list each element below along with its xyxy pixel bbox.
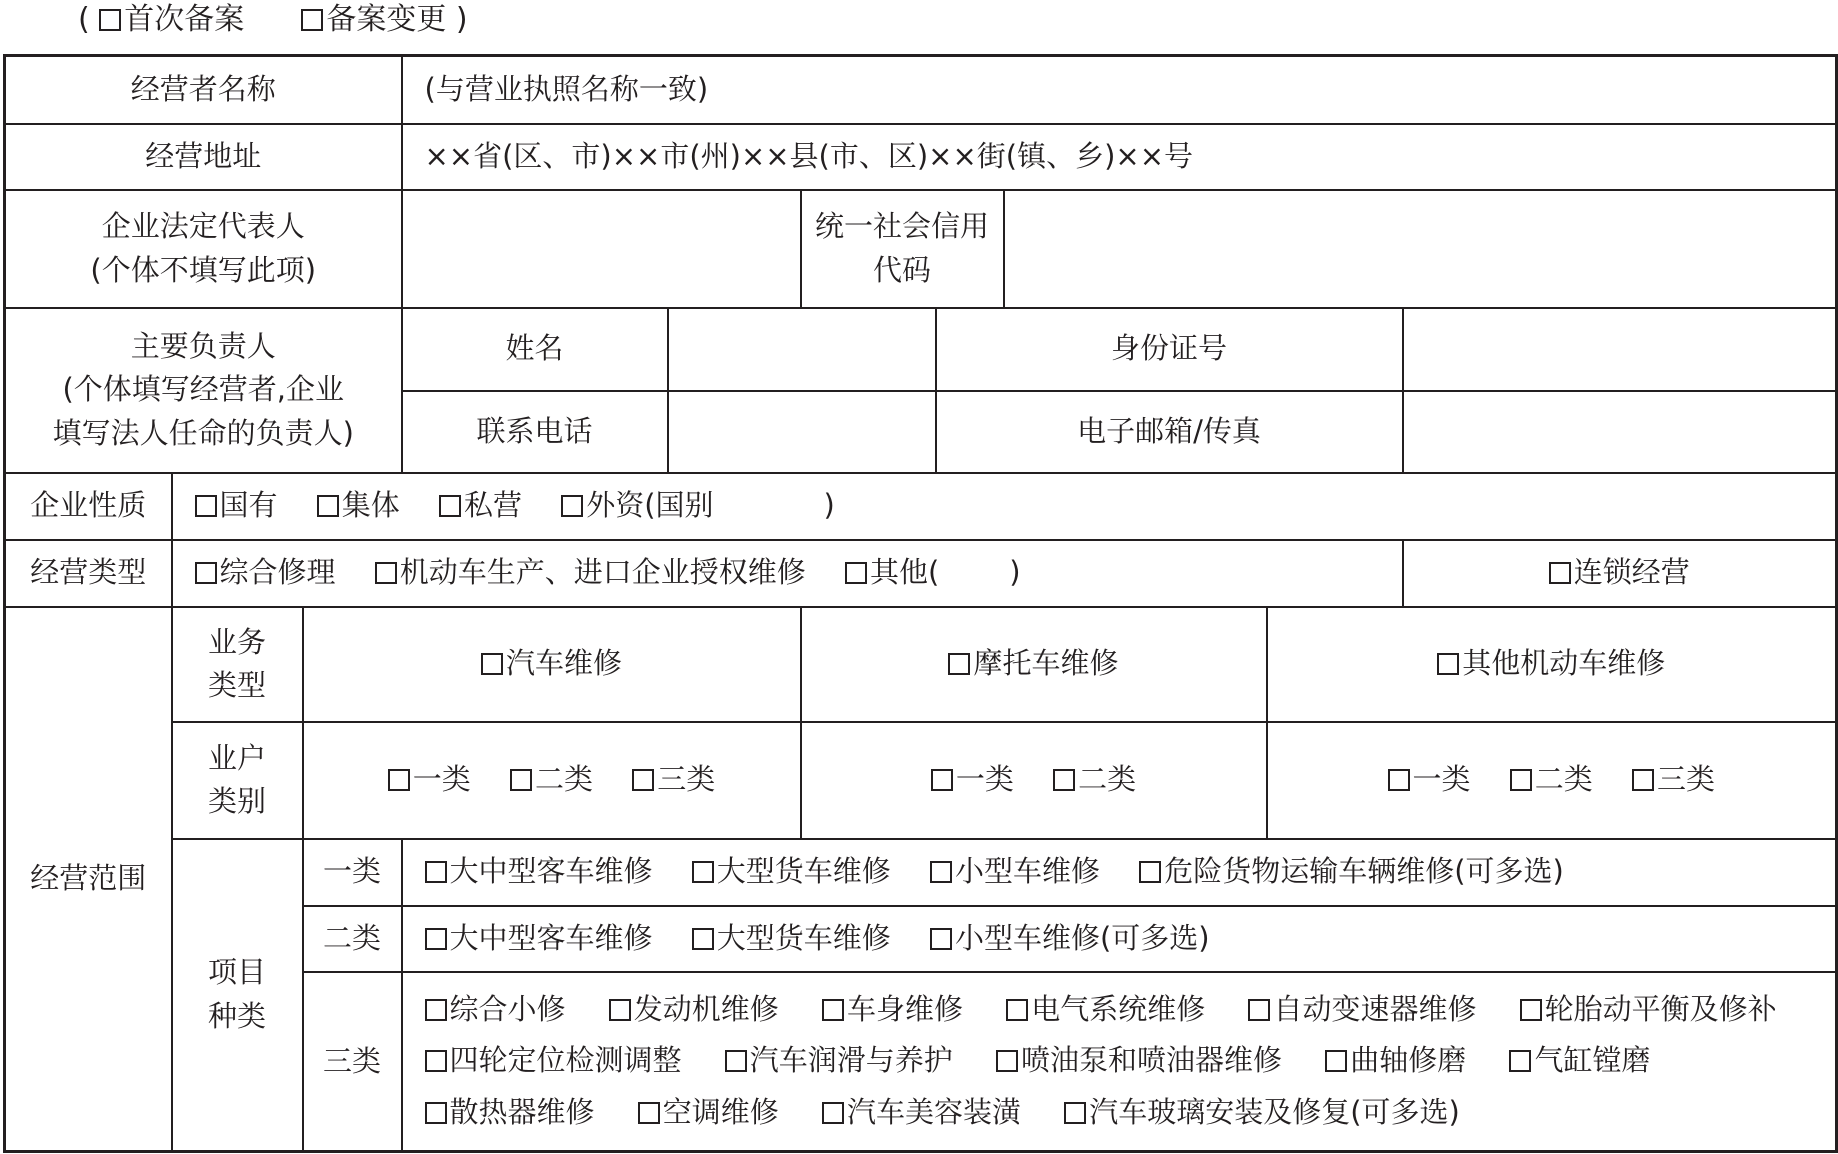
business-type-label: 经营类型 xyxy=(5,540,172,607)
p3-option-9[interactable]: 曲轴修磨 xyxy=(1325,1035,1466,1087)
type-option-comprehensive[interactable]: 综合修理 xyxy=(195,551,336,595)
category-other-options xyxy=(1267,722,1837,839)
car-class3-option[interactable]: 三类 xyxy=(632,758,715,802)
principal-email-label: 电子邮箱/传真 xyxy=(936,391,1403,473)
p3-checkbox-7[interactable] xyxy=(725,1050,747,1072)
nature-collective-checkbox[interactable] xyxy=(317,495,339,517)
operator-name-field[interactable] xyxy=(402,56,1837,124)
enterprise-nature-options xyxy=(172,473,1837,540)
project-class1-label: 一类 xyxy=(303,839,402,906)
principal-label-line1: 主要负责人 xyxy=(130,328,276,363)
legal-rep-label xyxy=(5,190,402,308)
p3-option-5[interactable]: 轮胎动平衡及修补 xyxy=(1520,984,1777,1036)
paren-open: ( xyxy=(78,2,90,37)
nature-option-collective[interactable]: 集体 xyxy=(317,484,400,528)
row-legal-rep xyxy=(5,190,1837,308)
project-class3-options xyxy=(402,972,1837,1152)
service-car-checkbox[interactable] xyxy=(481,653,503,675)
row-project-class1 xyxy=(5,839,1837,906)
p3-checkbox-11[interactable] xyxy=(425,1102,447,1124)
operator-address-label: 经营地址 xyxy=(5,124,402,190)
type-option-authorized[interactable]: 机动车生产、进口企业授权维修 xyxy=(375,551,806,595)
p3-option-11[interactable]: 散热器维修 xyxy=(425,1087,595,1139)
p3-option-0[interactable]: 综合小修 xyxy=(425,984,566,1036)
enterprise-nature-label: 企业性质 xyxy=(5,473,172,540)
operator-address-field[interactable] xyxy=(402,124,1837,190)
principal-name-field[interactable] xyxy=(668,308,936,391)
filing-type-header xyxy=(78,0,468,40)
p1-option-2[interactable]: 小型车维修 xyxy=(930,850,1100,894)
other-class2-option[interactable]: 二类 xyxy=(1510,758,1593,802)
car-class1-checkbox[interactable] xyxy=(388,769,410,791)
row-operator-address xyxy=(5,124,1837,190)
project-class3-label: 三类 xyxy=(303,972,402,1152)
p1-option-0[interactable]: 大中型客车维修 xyxy=(425,850,653,894)
project-label: 项目 种类 xyxy=(172,839,303,1152)
p1-option-3[interactable]: 危险货物运输车辆维修(可多选) xyxy=(1139,850,1564,894)
operator-name-hint: (与营业执照名称一致) xyxy=(424,72,709,106)
car-class2-checkbox[interactable] xyxy=(510,769,532,791)
row-scope-category xyxy=(5,722,1837,839)
nature-option-foreign[interactable]: 外资(国别 ) xyxy=(561,484,835,528)
type-option-other[interactable]: 其他( ) xyxy=(845,551,1021,595)
p1-option-1[interactable]: 大型货车维修 xyxy=(692,850,891,894)
project-class1-options xyxy=(402,839,1837,906)
p3-checkbox-0[interactable] xyxy=(425,999,447,1021)
moto-class1-checkbox[interactable] xyxy=(931,769,953,791)
car-class3-checkbox[interactable] xyxy=(632,769,654,791)
car-class1-option[interactable]: 一类 xyxy=(388,758,471,802)
filing-form-table xyxy=(3,54,1838,1153)
p3-option-2[interactable]: 车身维修 xyxy=(822,984,963,1036)
principal-id-field[interactable] xyxy=(1403,308,1837,391)
row-enterprise-nature xyxy=(5,473,1837,540)
type-other-checkbox[interactable] xyxy=(845,562,867,584)
p1-checkbox-1[interactable] xyxy=(692,861,714,883)
operator-address-hint: ××省(区、市)××市(州)××县(市、区)××街(镇、乡)××号 xyxy=(424,138,1194,173)
p2-option-2[interactable]: 小型车维修(可多选) xyxy=(930,917,1210,961)
nature-option-private[interactable]: 私营 xyxy=(439,484,522,528)
p3-option-12[interactable]: 空调维修 xyxy=(638,1087,779,1139)
p3-checkbox-5[interactable] xyxy=(1520,999,1542,1021)
p3-checkbox-9[interactable] xyxy=(1325,1050,1347,1072)
p3-checkbox-1[interactable] xyxy=(609,999,631,1021)
credit-code-field[interactable] xyxy=(1004,190,1837,308)
p3-checkbox-6[interactable] xyxy=(425,1050,447,1072)
p3-option-8[interactable]: 喷油泵和喷油器维修 xyxy=(996,1035,1282,1087)
car-class2-option[interactable]: 二类 xyxy=(510,758,593,802)
p2-option-0[interactable]: 大中型客车维修 xyxy=(425,917,653,961)
principal-phone-field[interactable] xyxy=(668,391,936,473)
credit-code-label: 统一社会信用代码 xyxy=(801,190,1004,308)
p3-option-4[interactable]: 自动变速器维修 xyxy=(1248,984,1476,1036)
category-car-options xyxy=(303,722,801,839)
p1-checkbox-2[interactable] xyxy=(930,861,952,883)
principal-email-field[interactable] xyxy=(1403,391,1837,473)
other-class2-checkbox[interactable] xyxy=(1510,769,1532,791)
operator-name-label: 经营者名称 xyxy=(5,56,402,124)
type-comprehensive-checkbox[interactable] xyxy=(195,562,217,584)
p2-checkbox-0[interactable] xyxy=(425,928,447,950)
p3-option-14[interactable]: 汽车玻璃安装及修复(可多选) xyxy=(1064,1087,1460,1139)
other-class1-checkbox[interactable] xyxy=(1388,769,1410,791)
row-operator-name xyxy=(5,56,1837,124)
nature-foreign-checkbox[interactable] xyxy=(561,495,583,517)
other-class3-option[interactable]: 三类 xyxy=(1632,758,1715,802)
p1-checkbox-3[interactable] xyxy=(1139,861,1161,883)
p3-checkbox-8[interactable] xyxy=(996,1050,1018,1072)
p3-option-6[interactable]: 四轮定位检测调整 xyxy=(425,1035,682,1087)
p3-option-10[interactable]: 气缸镗磨 xyxy=(1509,1035,1650,1087)
other-class1-option[interactable]: 一类 xyxy=(1388,758,1471,802)
project-class2-label: 二类 xyxy=(303,906,402,972)
moto-class1-option[interactable]: 一类 xyxy=(931,758,1014,802)
service-car-option[interactable]: 汽车维修 xyxy=(303,607,801,722)
principal-phone-label: 联系电话 xyxy=(402,391,668,473)
moto-class2-option[interactable]: 二类 xyxy=(1053,758,1136,802)
legal-rep-label-line2: (个体不填写此项) xyxy=(90,252,317,287)
service-motorcycle-checkbox[interactable] xyxy=(948,653,970,675)
service-motorcycle-option[interactable]: 摩托车维修 xyxy=(801,607,1267,722)
other-class3-checkbox[interactable] xyxy=(1632,769,1654,791)
service-type-label: 业务 类型 xyxy=(172,607,303,722)
p3-option-3[interactable]: 电气系统维修 xyxy=(1006,984,1205,1036)
nature-private-checkbox[interactable] xyxy=(439,495,461,517)
principal-label-line2: (个体填写经营者,企业 xyxy=(62,372,345,407)
p3-checkbox-12[interactable] xyxy=(638,1102,660,1124)
first-filing-checkbox[interactable] xyxy=(99,9,121,31)
service-other-checkbox[interactable] xyxy=(1437,653,1459,675)
project-class2-options xyxy=(402,906,1837,972)
service-other-option[interactable]: 其他机动车维修 xyxy=(1267,607,1837,722)
nature-option-state[interactable]: 国有 xyxy=(195,484,278,528)
principal-name-label: 姓名 xyxy=(402,308,668,391)
row-business-type xyxy=(5,540,1837,607)
principal-label-line3: 填写法人任命的负责人) xyxy=(52,415,354,450)
p2-checkbox-1[interactable] xyxy=(692,928,714,950)
p3-option-13[interactable]: 汽车美容装潢 xyxy=(822,1087,1021,1139)
category-label: 业户 类别 xyxy=(172,722,303,839)
legal-rep-field[interactable] xyxy=(402,190,801,308)
paren-close: ) xyxy=(455,2,468,37)
moto-class2-checkbox[interactable] xyxy=(1053,769,1075,791)
principal-label xyxy=(5,308,402,473)
p3-checkbox-3[interactable] xyxy=(1006,999,1028,1021)
p2-option-1[interactable]: 大型货车维修 xyxy=(692,917,891,961)
p3-checkbox-2[interactable] xyxy=(822,999,844,1021)
p3-option-1[interactable]: 发动机维修 xyxy=(609,984,779,1036)
legal-rep-label-line1: 企业法定代表人 xyxy=(101,209,305,243)
nature-state-checkbox[interactable] xyxy=(195,495,217,517)
p3-checkbox-13[interactable] xyxy=(822,1102,844,1124)
first-filing-label: 首次备案 xyxy=(124,2,245,37)
business-scope-label: 经营范围 xyxy=(5,607,172,1152)
p3-checkbox-14[interactable] xyxy=(1064,1102,1086,1124)
chain-option-cell[interactable] xyxy=(1403,540,1837,607)
change-filing-label: 备案变更 xyxy=(326,2,447,37)
p3-checkbox-10[interactable] xyxy=(1509,1050,1531,1072)
business-type-options xyxy=(172,540,1403,607)
p1-checkbox-0[interactable] xyxy=(425,861,447,883)
row-scope-service-type xyxy=(5,607,1837,722)
p3-option-7[interactable]: 汽车润滑与养护 xyxy=(725,1035,953,1087)
category-motorcycle-options xyxy=(801,722,1267,839)
p2-checkbox-2[interactable] xyxy=(930,928,952,950)
type-authorized-checkbox[interactable] xyxy=(375,562,397,584)
chain-checkbox[interactable] xyxy=(1549,562,1571,584)
change-filing-checkbox[interactable] xyxy=(301,9,323,31)
row-principal-1 xyxy=(5,308,1837,391)
chain-label: 连锁经营 xyxy=(1573,555,1690,590)
p3-checkbox-4[interactable] xyxy=(1248,999,1270,1021)
principal-id-label: 身份证号 xyxy=(936,308,1403,391)
